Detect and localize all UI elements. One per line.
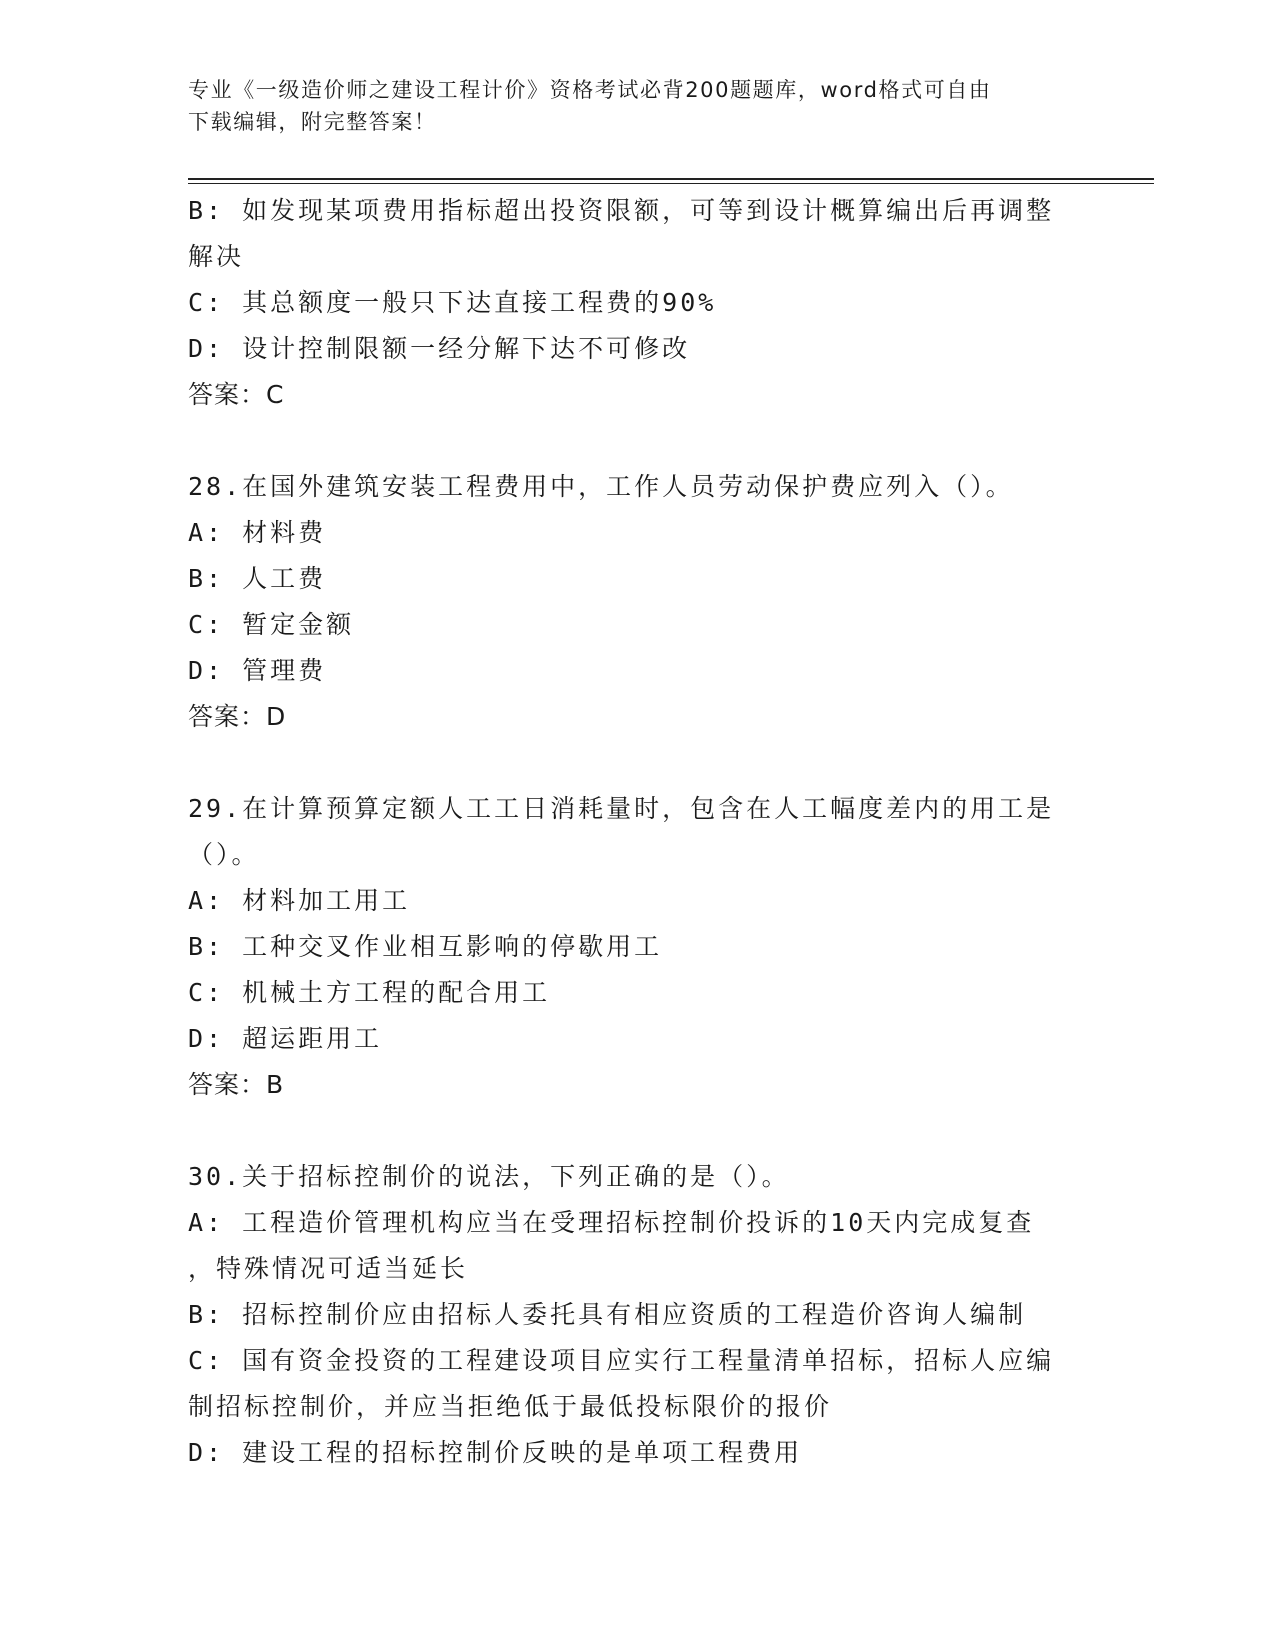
option-line: B: 如发现某项费用指标超出投资限额，可等到设计概算编出后再调整	[188, 196, 1055, 225]
block-spacer	[188, 1108, 1088, 1154]
option-line: A: 材料加工用工	[188, 886, 411, 915]
answer-line: 答案：B	[188, 1070, 285, 1099]
option-line: B: 招标控制价应由招标人委托具有相应资质的工程造价咨询人编制	[188, 1300, 1027, 1329]
question-stem: （）。	[188, 840, 260, 869]
option-line: C: 其总额度一般只下达直接工程费的90%	[188, 288, 717, 317]
option-line: 制招标控制价，并应当拒绝低于最低投标限价的报价	[188, 1392, 833, 1421]
option-line: D: 超运距用工	[188, 1024, 383, 1053]
option-line: D: 建设工程的招标控制价反映的是单项工程费用	[188, 1438, 803, 1467]
option-line: C: 国有资金投资的工程建设项目应实行工程量清单招标，招标人应编	[188, 1346, 1055, 1375]
question-block	[188, 464, 1088, 740]
option-line: ，特殊情况可适当延长	[188, 1254, 469, 1283]
block-spacer	[188, 740, 1088, 786]
header-line-1: 专业《一级造价师之建设工程计价》资格考试必背200题题库，word格式可自由	[188, 78, 992, 102]
option-line: 解决	[188, 242, 245, 271]
option-line: A: 材料费	[188, 518, 327, 547]
answer-line: 答案：D	[188, 702, 287, 731]
question-block	[188, 1154, 1088, 1476]
option-line: B: 人工费	[188, 564, 327, 593]
block-spacer	[188, 418, 1088, 464]
question-block	[188, 188, 1088, 418]
question-content	[188, 188, 1088, 1476]
question-block	[188, 786, 1088, 1108]
option-line: A: 工程造价管理机构应当在受理招标控制价投诉的10天内完成复查	[188, 1208, 1035, 1237]
header-rule-bottom	[188, 183, 1154, 184]
option-line: D: 设计控制限额一经分解下达不可修改	[188, 334, 691, 363]
question-stem: 29.在计算预算定额人工工日消耗量时，包含在人工幅度差内的用工是	[188, 794, 1055, 823]
option-line: D: 管理费	[188, 656, 327, 685]
header-rule-top	[188, 178, 1154, 180]
option-line: B: 工种交叉作业相互影响的停歇用工	[188, 932, 663, 961]
question-stem: 30.关于招标控制价的说法，下列正确的是（）。	[188, 1162, 790, 1191]
option-line: C: 暂定金额	[188, 610, 355, 639]
option-line: C: 机械土方工程的配合用工	[188, 978, 551, 1007]
question-stem: 28.在国外建筑安装工程费用中，工作人员劳动保护费应列入（）。	[188, 472, 1014, 501]
document-header	[188, 74, 1068, 138]
answer-line: 答案：C	[188, 380, 285, 409]
header-line-2: 下载编辑，附完整答案！	[188, 110, 437, 134]
